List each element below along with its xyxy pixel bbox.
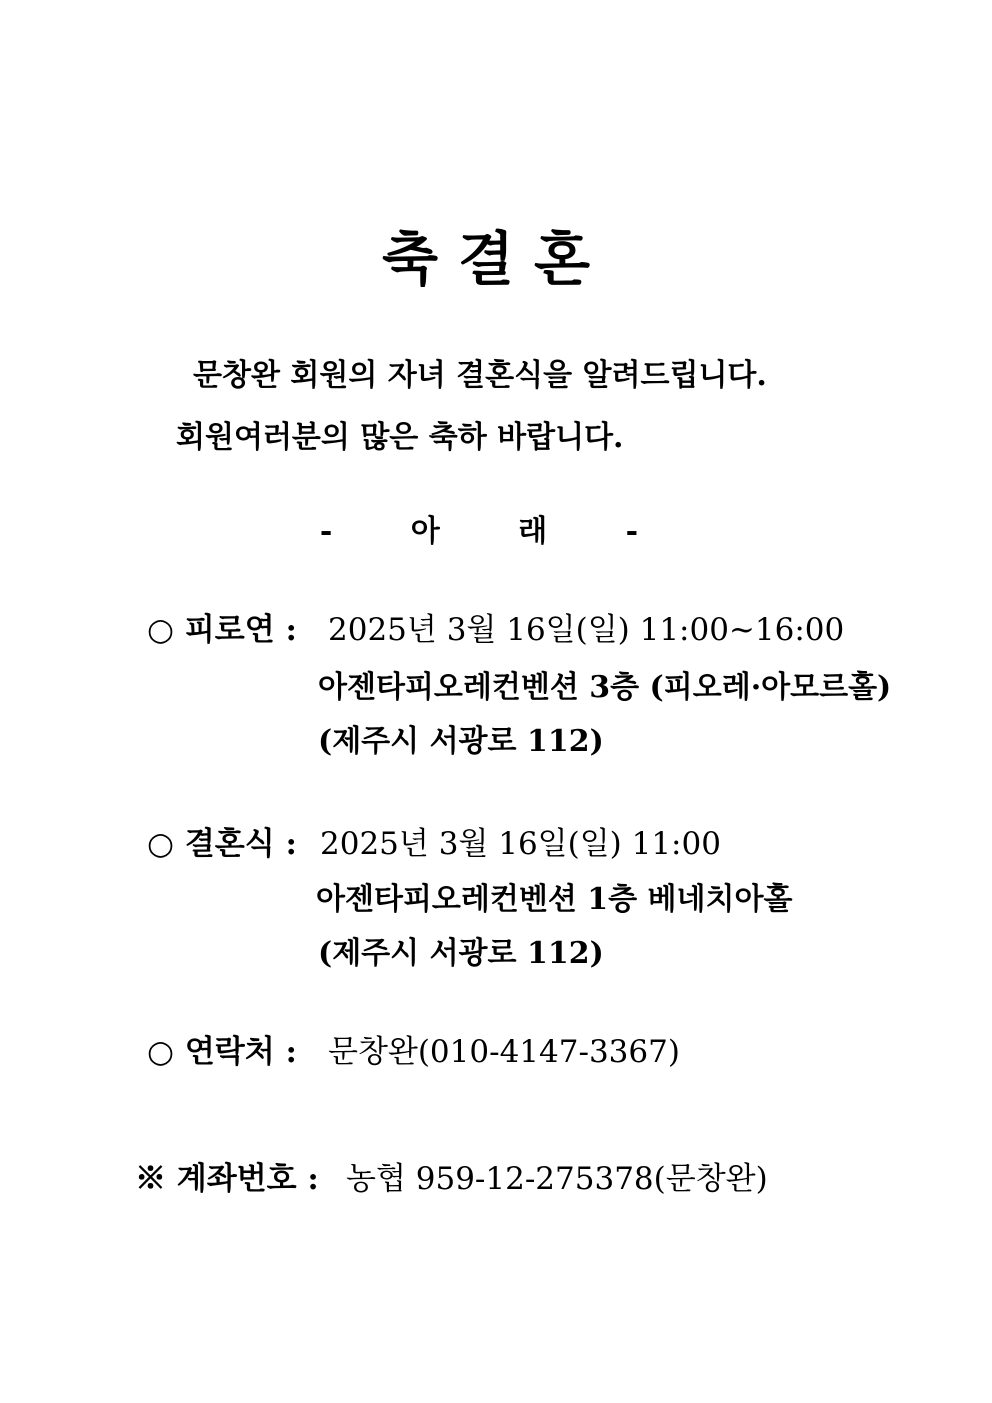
contact-label-row (147, 1026, 297, 1071)
account-label-row (135, 1153, 319, 1198)
reception-venue: 아젠타피오레컨벤션 3층 (피오레·아모르홀) (318, 670, 892, 705)
circle-bullet-icon: ○ (147, 1034, 175, 1070)
reception-datetime: 2025년 3월 16일(일) 11:00~16:00 (328, 612, 845, 648)
circle-bullet-icon: ○ (147, 826, 175, 862)
wedding-label: 결혼식 : (184, 826, 297, 862)
reference-mark-icon: ※ (135, 1161, 166, 1197)
account-label: 계좌번호 : (176, 1161, 319, 1197)
wedding-label-row (147, 818, 297, 863)
reception-address: (제주시 서광로 112) (318, 724, 604, 759)
reception-label-row (147, 604, 297, 649)
intro-line-2: 회원여러분의 많은 축하 바랍니다. (176, 420, 624, 455)
contact-value: 문창완(010-4147-3367) (328, 1034, 680, 1070)
page-title: 축결혼 (381, 225, 611, 293)
wedding-venue: 아젠타피오레컨벤션 1층 베네치아홀 (316, 882, 793, 917)
contact-label: 연락처 : (184, 1034, 297, 1070)
notice-heading: - 아 래 - (319, 514, 673, 549)
intro-line-1: 문창완 회원의 자녀 결혼식을 알려드립니다. (193, 358, 767, 393)
reception-label: 피로연 : (184, 612, 297, 648)
account-value: 농협 959-12-275378(문창완) (346, 1161, 768, 1197)
wedding-address: (제주시 서광로 112) (318, 936, 604, 971)
wedding-datetime: 2025년 3월 16일(일) 11:00 (320, 826, 721, 862)
circle-bullet-icon: ○ (147, 612, 175, 648)
